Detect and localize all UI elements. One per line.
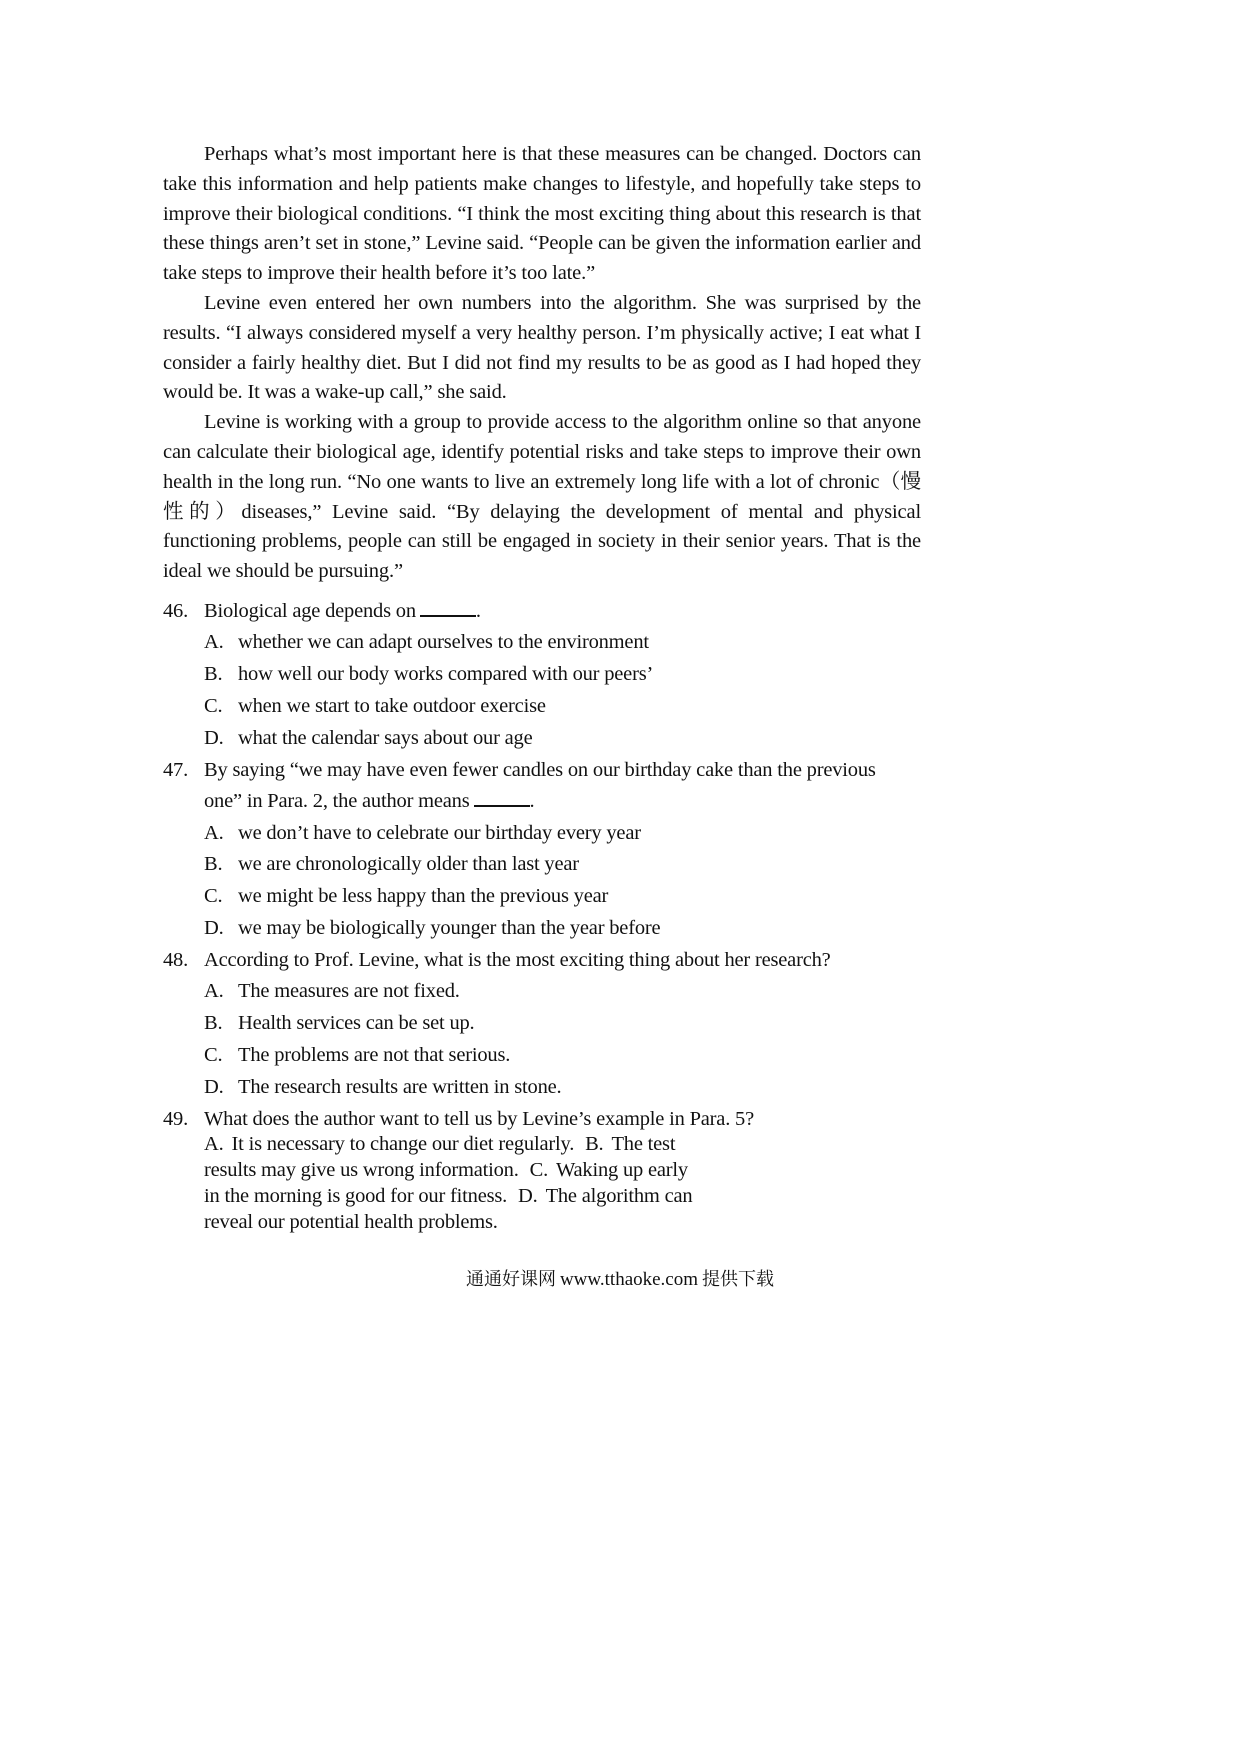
question-stem (204, 596, 921, 628)
option-letter: C. (204, 1043, 223, 1066)
option-letter: B. (204, 1012, 223, 1035)
option-text: when we start to take outdoor exercise (238, 695, 546, 718)
option-text: how well our body works compared with our peers’ (238, 663, 654, 686)
option-text: we don’t have to celebrate our birthday every year (238, 821, 641, 844)
option-a (204, 627, 921, 659)
option-letter: D. (518, 1185, 538, 1208)
footer-suffix: 提供下载 (702, 1269, 775, 1290)
question-47 (163, 755, 921, 945)
question-number: 48. (163, 948, 189, 971)
question-number: 47. (163, 758, 189, 781)
question-48 (163, 945, 921, 1104)
option-a (204, 818, 921, 850)
question-stem-text: Biological age depends on (204, 599, 416, 622)
passage-paragraph-2: Levine even entered her own numbers into the algorithm. She was surprised by the results. “I always considered myself a very healthy person. I’m physically active; I eat what I consider a fairly healthy diet. But I did not find my results to be as good as I had hoped they would be. It was a wake-up call,” she said. (163, 291, 921, 404)
passage-paragraph-3: Levine is working with a group to provide access to the algorithm online so that anyone can calculate their biological age, identify potential risks and take steps to improve their own health in the long run. “No one wants to live an extremely long life with a lot of chronic（慢性的）diseases,” Levine said. “By delaying the development of mental and physical functioning problems, people can still be engaged in society in their senior years. That is the ideal we should be pursuing.” (163, 411, 921, 583)
option-text: The problems are not that serious. (238, 1043, 511, 1066)
option-letter: D. (204, 726, 224, 749)
option-c (204, 691, 921, 723)
question-stem-suffix: . (529, 790, 535, 813)
option-c (204, 1040, 921, 1072)
option-letter: A. (204, 821, 224, 844)
footer-prefix: 通通好课网 (465, 1269, 556, 1290)
option-text: The research results are written in stone. (238, 1075, 562, 1098)
option-letter: B. (585, 1133, 604, 1156)
option-c (204, 881, 921, 913)
option-d-text: The algorithm can reveal our potential health problems. (204, 1185, 693, 1234)
option-letter: A. (204, 1133, 224, 1156)
option-letter: C. (204, 885, 223, 908)
option-letter: A. (204, 980, 224, 1003)
option-c-text: Waking up early in the morning is good for our fitness. (204, 1159, 688, 1208)
option-b (204, 849, 921, 881)
option-d (204, 1072, 921, 1104)
question-stem (204, 755, 921, 818)
option-letter: B. (204, 663, 223, 686)
option-text: we might be less happy than the previous year (238, 885, 609, 908)
option-a-text: It is necessary to change our diet regularly. (231, 1133, 575, 1156)
answer-blank (474, 787, 530, 807)
question-number: 46. (163, 599, 189, 622)
option-letter: D. (204, 917, 224, 940)
answer-blank (420, 597, 476, 617)
option-d (204, 723, 921, 755)
exam-page (163, 140, 921, 1235)
question-46 (163, 596, 921, 755)
page-footer (0, 1265, 1240, 1291)
option-d (204, 913, 921, 945)
option-text: Health services can be set up. (238, 1012, 475, 1035)
option-letter: D. (204, 1075, 224, 1098)
option-letter: C. (204, 695, 223, 718)
option-text: we are chronologically older than last year (238, 853, 579, 876)
option-a (204, 976, 921, 1008)
question-stem: According to Prof. Levine, what is the most exciting thing about her research? (204, 948, 831, 971)
option-letter: C. (529, 1159, 548, 1182)
option-letter: A. (204, 631, 224, 654)
question-stem: What does the author want to tell us by Levine’s example in Para. 5? (204, 1107, 754, 1130)
passage-paragraph-1: Perhaps what’s most important here is that these measures can be changed. Doctors can take this information and help patients make changes to lifestyle, and hopefully take steps to improve their biological conditions. “I think the most exciting thing about this research is that these things aren’t set in stone,” Levine said. “People can be given the information earlier and take steps to improve their health before it’s too late.” (163, 143, 921, 285)
question-stem-suffix: . (475, 599, 481, 622)
option-letter: B. (204, 853, 223, 876)
question-49 (163, 1104, 921, 1236)
question-stem-text: By saying “we may have even fewer candles on our birthday cake than the previous one” in Para. 2, the author means (204, 758, 876, 813)
option-text: whether we can adapt ourselves to the environment (238, 631, 649, 654)
option-b (204, 659, 921, 691)
footer-site-link[interactable]: www.tthaoke.com (559, 1269, 699, 1290)
option-text: what the calendar says about our age (238, 726, 533, 749)
inline-options (204, 1131, 704, 1235)
question-list (163, 596, 921, 1235)
option-b-text: The test results may give us wrong information. (204, 1133, 676, 1182)
option-text: The measures are not fixed. (238, 980, 460, 1003)
option-text: we may be biologically younger than the year before (238, 917, 661, 940)
question-number: 49. (163, 1107, 189, 1130)
option-b (204, 1008, 921, 1040)
